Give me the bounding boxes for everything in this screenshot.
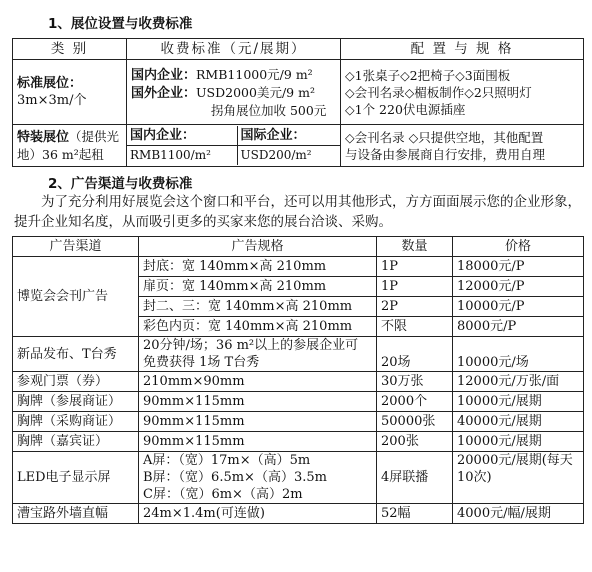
badge-buyer-spec: 90mm×115mm — [139, 412, 377, 432]
banner-channel: 漕宝路外墙直幅 — [13, 504, 139, 524]
header-channel: 广告渠道 — [13, 237, 139, 257]
standard-foreign-label: 国外企业： — [131, 85, 197, 101]
banner-qty: 52幅 — [377, 504, 453, 524]
badge-buyer-channel: 胸牌（采购商证） — [13, 412, 139, 432]
catalog-spec-1: 封底：宽 140mm×高 210mm — [139, 257, 377, 277]
led-spec-line-3: C屏：（宽）6m×（高）2m — [143, 487, 303, 502]
led-spec-line-1: A屏：（宽）17m×（高）5m — [143, 453, 311, 468]
standard-config-line-1: ◇1张桌子◇2把椅子◇3面围板 — [345, 67, 511, 83]
catalog-spec-2: 扉页：宽 140mm×高 210mm — [139, 277, 377, 297]
standard-booth-row — [13, 60, 584, 125]
standard-config-line-3: ◇1个 220伏电源插座 — [345, 101, 466, 117]
catalog-row-1 — [13, 257, 584, 277]
ticket-row — [13, 372, 584, 392]
special-intl-price: USD200/m² — [240, 148, 312, 162]
advert-fee-table — [12, 236, 584, 524]
corner-booth-note: 拐角展位加收 500元 — [211, 102, 327, 118]
catalog-channel: 博览会会刊广告 — [13, 257, 139, 337]
special-booth-name: 特装展位 — [17, 130, 70, 145]
launch-price: 10000元/场 — [453, 337, 584, 372]
badge-exhibitor-spec: 90mm×115mm — [139, 392, 377, 412]
badge-exhibitor-price: 10000元/展期 — [453, 392, 584, 412]
ticket-qty: 30万张 — [377, 372, 453, 392]
standard-config-line-2: ◇会刊名录◇楣板制作◇2只照明灯 — [345, 84, 532, 100]
launch-spec-line-2: 免费获得 1场 T台秀 — [143, 355, 260, 370]
standard-foreign-price: USD2000美元/9 m² — [196, 84, 315, 100]
header-fee: 收费标准（元/展期） — [127, 39, 341, 60]
booth-fee-table — [12, 38, 584, 167]
launch-qty: 20场 — [377, 337, 453, 372]
led-qty: 4屏联播 — [377, 452, 453, 504]
led-price-line-2: 10次) — [457, 470, 492, 485]
ticket-channel: 参观门票（券） — [13, 372, 139, 392]
catalog-qty-4: 不限 — [377, 317, 453, 337]
catalog-spec-3: 封二、三：宽 140mm×高 210mm — [139, 297, 377, 317]
section2-title: 2、广告渠道与收费标准 — [48, 176, 193, 192]
badge-buyer-row — [13, 412, 584, 432]
banner-price: 4000元/幅/展期 — [453, 504, 584, 524]
standard-domestic-price: RMB11000元/9 m² — [196, 66, 313, 82]
special-config-line-2: 与设备由参展商自行安排，费用自理 — [345, 146, 546, 162]
badge-exhibitor-row — [13, 392, 584, 412]
special-config-line-1: ◇会刊名录 ◇只提供空地，其他配置 — [345, 129, 544, 145]
catalog-spec-4: 彩色内页：宽 140mm×高 210mm — [139, 317, 377, 337]
section1-title: 1、展位设置与收费标准 — [48, 16, 193, 32]
ticket-spec: 210mm×90mm — [139, 372, 377, 392]
badge-guest-price: 10000元/展期 — [453, 432, 584, 452]
launch-row — [13, 337, 584, 372]
badge-exhibitor-qty: 2000个 — [377, 392, 453, 412]
catalog-price-2: 12000元/P — [453, 277, 584, 297]
catalog-price-3: 10000元/P — [453, 297, 584, 317]
catalog-qty-2: 1P — [377, 277, 453, 297]
badge-guest-channel: 胸牌（嘉宾证） — [13, 432, 139, 452]
banner-spec: 24m×1.4m(可连做) — [139, 504, 377, 524]
special-fee-subtable — [127, 126, 340, 165]
catalog-qty-1: 1P — [377, 257, 453, 277]
booth-table-header — [13, 39, 584, 60]
catalog-qty-3: 2P — [377, 297, 453, 317]
badge-guest-qty: 200张 — [377, 432, 453, 452]
standard-booth-name: 标准展位： — [17, 76, 83, 91]
led-spec-line-2: B屏：（宽）6.5m×（高）3.5m — [143, 470, 327, 485]
special-booth-row — [13, 125, 584, 167]
badge-guest-row — [13, 432, 584, 452]
catalog-price-4: 8000元/P — [453, 317, 584, 337]
special-intl-label: 国际企业： — [240, 128, 306, 143]
advert-intro-paragraph: 为了充分利用好展览会这个窗口和平台，还可以用其他形式，方方面面展示您的企业形象，提升企业知名度，从而吸引更多的买家来您的展台洽谈、采购。 — [14, 194, 581, 230]
led-price-line-1: 20000元/展期(每天 — [457, 453, 573, 468]
banner-row — [13, 504, 584, 524]
ticket-price: 12000元/万张/面 — [453, 372, 584, 392]
badge-guest-spec: 90mm×115mm — [139, 432, 377, 452]
badge-buyer-qty: 50000张 — [377, 412, 453, 432]
header-qty: 数量 — [377, 237, 453, 257]
header-spec: 广告规格 — [139, 237, 377, 257]
special-booth-desc: （提供光地）36 m²起租 — [17, 129, 120, 162]
advert-table-header — [13, 237, 584, 257]
header-config: 配 置 与 规 格 — [341, 39, 584, 60]
header-price: 价格 — [453, 237, 584, 257]
standard-domestic-label: 国内企业： — [131, 67, 197, 83]
catalog-price-1: 18000元/P — [453, 257, 584, 277]
standard-booth-size: 3m×3m/个 — [17, 93, 87, 108]
launch-channel: 新品发布、T台秀 — [13, 337, 139, 372]
special-domestic-price: RMB1100/m² — [127, 146, 237, 166]
special-domestic-label: 国内企业： — [130, 128, 196, 143]
badge-exhibitor-channel: 胸牌（参展商证） — [13, 392, 139, 412]
led-row — [13, 452, 584, 504]
led-channel: LED电子显示屏 — [13, 452, 139, 504]
launch-spec-line-1: 20分钟/场；36 m²以上的参展企业可 — [143, 338, 359, 353]
header-category: 类 别 — [13, 39, 127, 60]
badge-buyer-price: 40000元/展期 — [453, 412, 584, 432]
